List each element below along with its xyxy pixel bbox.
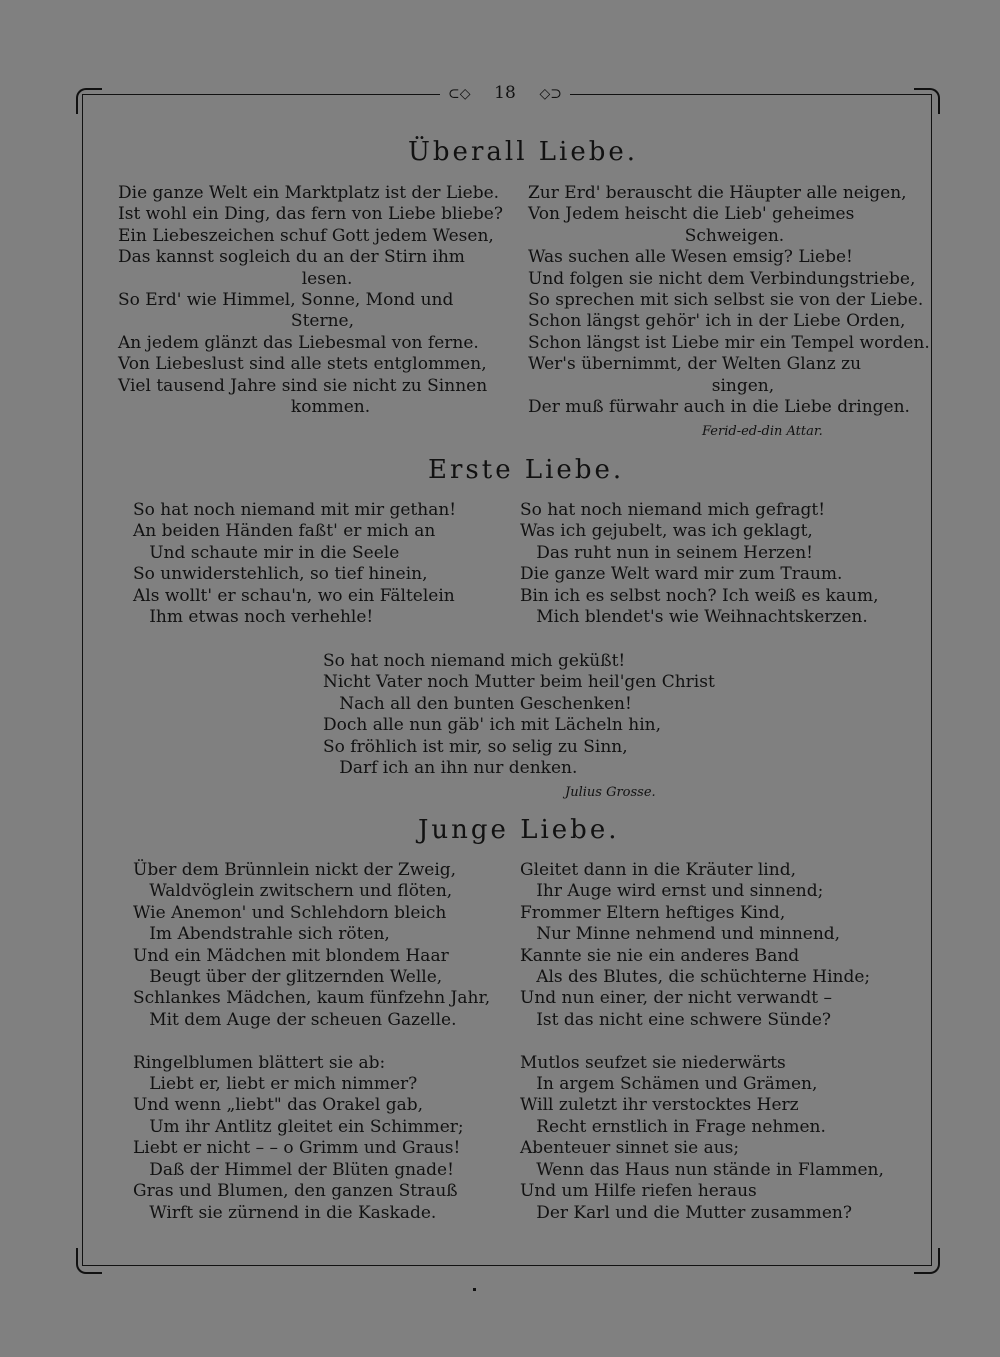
ornament-left-icon: ⊂◇ [448,86,471,102]
ornament-right-icon: ◇⊃ [539,86,562,102]
poem-erste-liebe-left-column: So hat noch niemand mit mir gethan! An beiden Händen faßt' er mich an Und schaute mir in die Seele So unwiderstehlich, so tief hinein, Als wollt' er schau'n, wo ein Fältelein Ihm etwas noch verhehle! [133,500,457,628]
page-number: 18 [494,83,516,103]
border-ornament-bottom-right [914,1248,940,1274]
poem-erste-liebe-right-column: So hat noch niemand mich gefragt! Was ich gejubelt, was ich geklagt, Das ruht nun in seinem Herzen! Die ganze Welt ward mir zum Traum. Bin ich es selbst noch? Ich weiß es kaum, Mich blendet's wie Weihnachtskerzen. [520,500,879,628]
poem-title-ueberall-liebe: Überall Liebe. [408,137,639,167]
poem-title-erste-liebe: Erste Liebe. [428,455,625,485]
poem-ueberall-liebe-left-column: Die ganze Welt ein Marktplatz ist der Liebe. Ist wohl ein Ding, das fern von Liebe bliebe? Ein Liebeszeichen schuf Gott jedem Wesen, Das kannst sogleich du an der Stirn ihm lesen. So Erd' wie Himmel, Sonne, Mond und Sterne, An jedem glänzt das Liebesmal von ferne. Von Liebeslust sind alle stets entglommen, Viel tausend Jahre sind sie nicht zu Sinnen kommen. [118,183,503,418]
author-ferid-ed-din-attar: Ferid-ed-din Attar. [702,424,823,439]
poem-erste-liebe-center-stanza: So hat noch niemand mich geküßt! Nicht Vater noch Mutter beim heil'gen Christ Nach all den bunten Geschenken! Doch alle nun gäb' ich mit Lächeln hin, So fröhlich ist mir, so selig zu Sinn, Darf ich an ihn nur denken. [323,651,715,779]
page-header [440,80,570,106]
border-ornament-top-right [914,88,940,114]
border-ornament-bottom-left [76,1248,102,1274]
poem-junge-liebe-right-column: Gleitet dann in die Kräuter lind, Ihr Auge wird ernst und sinnend; Frommer Eltern heftiges Kind, Nur Minne nehmend und minnend, Kannte sie nie ein anderes Band Als des Blutes, die schüchterne Hinde; Und nun einer, der nicht verwandt – Ist das nicht eine schwere Sünde? Mutlos seufzet sie niederwärts In argem Schämen und Grämen, Will zuletzt ihr verstocktes Herz Recht ernstlich in Frage nehmen. Abenteuer sinnet sie aus; Wenn das Haus nun stände in Flammen, Und um Hilfe riefen heraus Der Karl und die Mutter zusammen? [520,860,884,1223]
bottom-mark [473,1288,476,1291]
poem-title-junge-liebe: Junge Liebe. [418,815,620,845]
poem-ueberall-liebe-right-column: Zur Erd' berauscht die Häupter alle neigen, Von Jedem heischt die Lieb' geheimes Schweigen. Was suchen alle Wesen emsig? Liebe! Und folgen sie nicht dem Verbindungstriebe, So sprechen mit sich selbst sie von der Liebe. Schon längst gehör' ich in der Liebe Orden, Schon längst ist Liebe mir ein Tempel worden. Wer's übernimmt, der Welten Glanz zu singen, Der muß fürwahr auch in die Liebe dringen. [528,183,930,418]
border-ornament-top-left [76,88,102,114]
author-julius-grosse: Julius Grosse. [565,785,656,800]
poem-junge-liebe-left-column: Über dem Brünnlein nickt der Zweig, Waldvöglein zwitschern und flöten, Wie Anemon' und Schlehdorn bleich Im Abendstrahle sich röten, Und ein Mädchen mit blondem Haar Beugt über der glitzernden Welle, Schlankes Mädchen, kaum fünfzehn Jahr, Mit dem Auge der scheuen Gazelle. Ringelblumen blättert sie ab: Liebt er, liebt er mich nimmer? Und wenn „liebt" das Orakel gab, Um ihr Antlitz gleitet ein Schimmer; Liebt er nicht – – o Grimm und Graus! Daß der Himmel der Blüten gnade! Gras und Blumen, den ganzen Strauß Wirft sie zürnend in die Kaskade. [133,860,491,1223]
